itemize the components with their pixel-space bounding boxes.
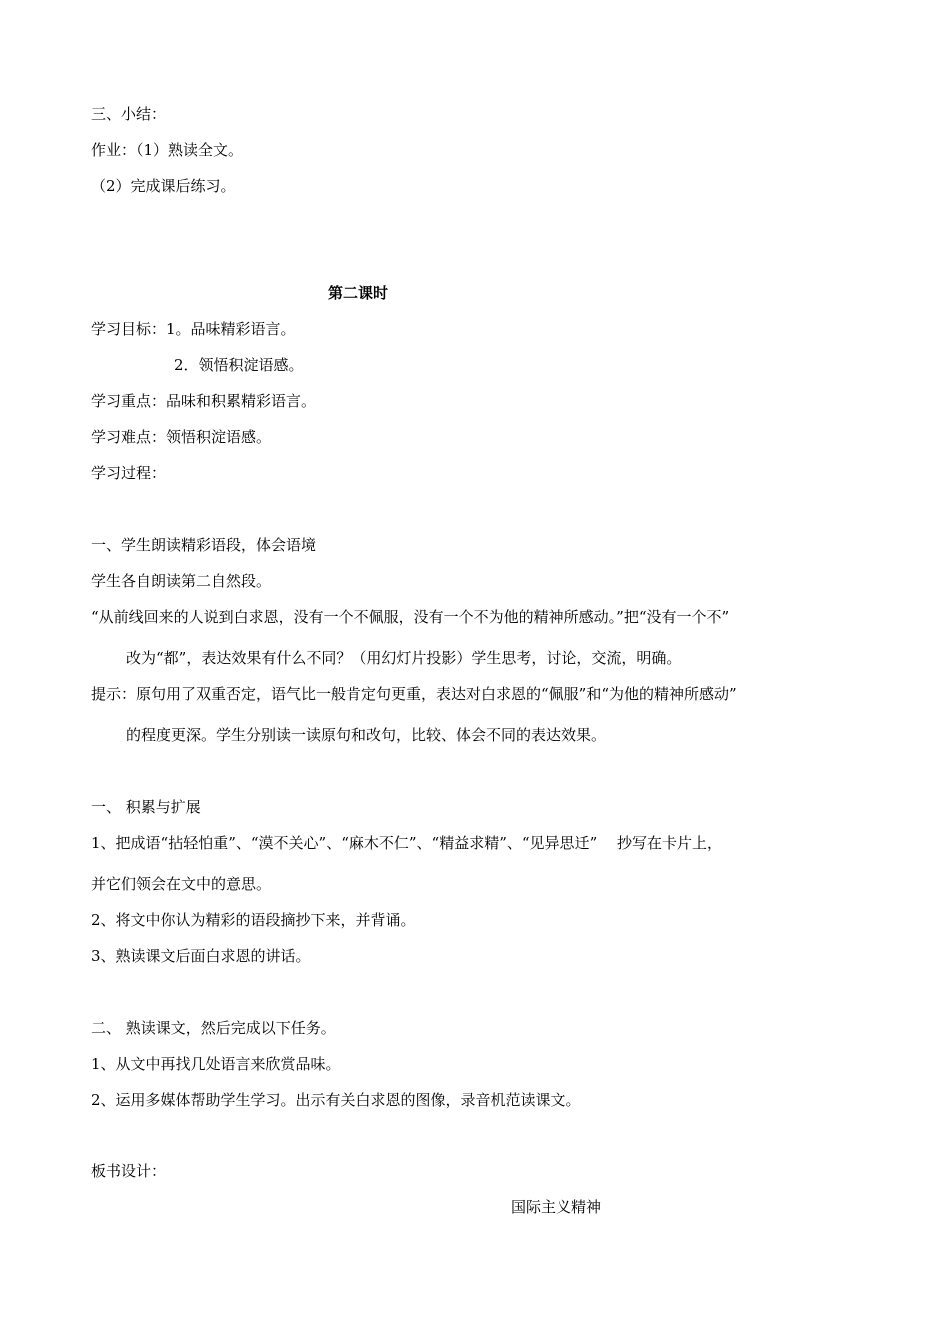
accumulate-item-1-line-2: 并它们领会在文中的意思。 [91,875,272,893]
hint-line-1: 提示：原句用了双重否定，语气比一般肯定句更重，表达对白求恩的“佩服”和“为他的精神所感动” [91,685,737,703]
accumulate-item-2: 2、将文中你认为精彩的语段摘抄下来，并背诵。 [91,911,416,929]
section-read-heading: 一、学生朗读精彩语段，体会语境 [91,536,317,554]
learning-goal-2: 2．领悟积淀语感。 [174,356,304,374]
section-tasks-heading: 二、 熟读课文，然后完成以下任务。 [91,1019,336,1037]
tasks-item-1: 1、从文中再找几处语言来欣赏品味。 [91,1055,341,1073]
learning-key-point: 学习重点：品味和积累精彩语言。 [91,392,317,410]
accumulate-item-1-line-1: 1、把成语“拈轻怕重”、“漠不关心”、“麻木不仁”、“精益求精”、“见异思迁” 抄写在卡片上， [91,834,722,852]
summary-heading: 三、小结： [91,105,167,123]
board-center-text: 国际主义精神 [511,1198,602,1216]
section-accumulate-heading: 一、 积累与扩展 [91,798,201,816]
section-read-step: 学生各自朗读第二自然段。 [91,572,272,590]
quote-line-2: 改为“都”，表达效果有什么不同？（用幻灯片投影）学生思考，讨论，交流，明确。 [126,649,682,667]
tasks-item-2: 2、运用多媒体帮助学生学习。出示有关白求恩的图像，录音机范读课文。 [91,1091,581,1109]
homework-item-1: 作业：（1）熟读全文。 [91,141,244,159]
quote-line-1: “从前线回来的人说到白求恩，没有一个不佩服，没有一个不为他的精神所感动。”把“没有一个不” [91,608,730,626]
learning-goal-1: 学习目标：1。品味精彩语言。 [91,320,296,338]
lesson-title: 第二课时 [328,284,389,302]
homework-item-2: （2）完成课后练习。 [91,177,236,195]
learning-difficulty: 学习难点：领悟积淀语感。 [91,428,272,446]
accumulate-item-3: 3、熟读课文后面白求恩的讲话。 [91,947,311,965]
learning-process: 学习过程： [91,464,167,482]
hint-line-2: 的程度更深。学生分别读一读原句和改句，比较、体会不同的表达效果。 [126,726,607,744]
board-design-label: 板书设计： [91,1162,167,1180]
